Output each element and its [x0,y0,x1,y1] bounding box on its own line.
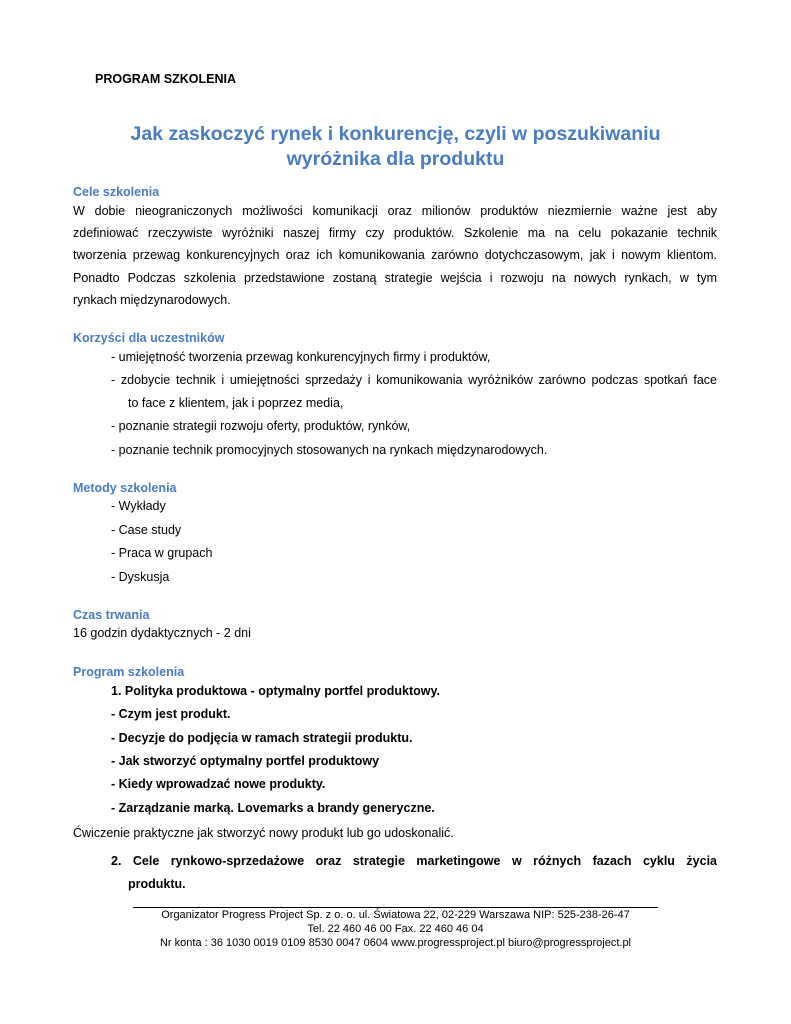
exercise-note: Ćwiczenie praktyczne jak stworzyć nowy produkt lub go udoskonalić. [73,826,454,840]
list-item: - Wykłady [111,499,166,513]
paragraph-line: zdefiniować rzeczywiste wyróżniki naszej firmy czy produktów. Szkolenie ma na celu pokazanie technik [73,226,717,241]
list-item: - Praca w grupach [111,546,213,560]
section-heading-czas: Czas trwania [73,608,150,622]
list-item: - Dyskusja [111,570,170,584]
list-item-continuation: to face z klientem, jak i poprzez media, [128,396,344,410]
list-item: - umiejętność tworzenia przewag konkurencyjnych firmy i produktów, [111,350,491,364]
program-item: 2. Cele rynkowo-sprzedażowe oraz strategie marketingowe w różnych fazach cyklu życia [111,854,717,868]
paragraph-line: tworzenia przewag konkurencyjnych oraz ich komunikowania zarówno dotychczasowym, jak i nowym klientom. [73,248,717,263]
section-heading-cele: Cele szkolenia [73,185,160,199]
section-heading-metody: Metody szkolenia [73,481,177,495]
cele-paragraph [73,200,717,311]
program-item-continuation: produktu. [128,877,186,891]
document-title-line-2: wyróżnika dla produktu [286,148,505,170]
list-item: - zdobycie technik i umiejętności sprzedaży i komunikowania wyróżników zarówno podczas spotkań face [111,373,717,387]
paragraph-line: W dobie nieograniczonych możliwości komunikacji oraz milionów produktów niezmiernie ważne jest aby [73,204,717,218]
list-item: - poznanie technik promocyjnych stosowanych na rynkach międzynarodowych. [111,443,548,457]
document-title-line-1: Jak zaskoczyć rynek i konkurencję, czyli w poszukiwaniu [130,123,661,145]
program-item: - Czym jest produkt. [111,707,231,721]
section-heading-korzysci: Korzyści dla uczestników [73,331,225,345]
program-item: - Decyzje do podjęcia w ramach strategii produktu. [111,731,413,745]
program-label: PROGRAM SZKOLENIA [95,72,236,86]
paragraph-line: Ponadto Podczas szkolenia przedstawione zostaną strategie wejścia i rozwoju na nowych rynkach, w tym [73,270,717,285]
list-item: - poznanie strategii rozwoju oferty, produktów, rynków, [111,419,411,433]
footer-line-2: Tel. 22 460 46 00 Fax. 22 460 46 04 [307,923,484,935]
section-heading-program: Program szkolenia [73,665,185,679]
program-item: - Zarządzanie marką. Lovemarks a brandy generyczne. [111,801,435,815]
program-item: 1. Polityka produktowa - optymalny portfel produktowy. [111,684,440,698]
duration-value: 16 godzin dydaktycznych - 2 dni [73,626,251,640]
footer-line-3: Nr konta : 36 1030 0019 0109 8530 0047 0604 www.progressproject.pl biuro@progressproject.pl [159,937,632,949]
footer-divider [133,907,658,908]
program-item: - Jak stworzyć optymalny portfel produktowy [111,754,380,768]
program-item: - Kiedy wprowadzać nowe produkty. [111,777,326,791]
paragraph-line: rynkach międzynarodowych. [73,292,231,307]
list-item: - Case study [111,523,182,537]
footer-line-1: Organizator Progress Project Sp. z o. o. ul. Światowa 22, 02-229 Warszawa NIP: 525-238-26-47 [161,909,630,921]
